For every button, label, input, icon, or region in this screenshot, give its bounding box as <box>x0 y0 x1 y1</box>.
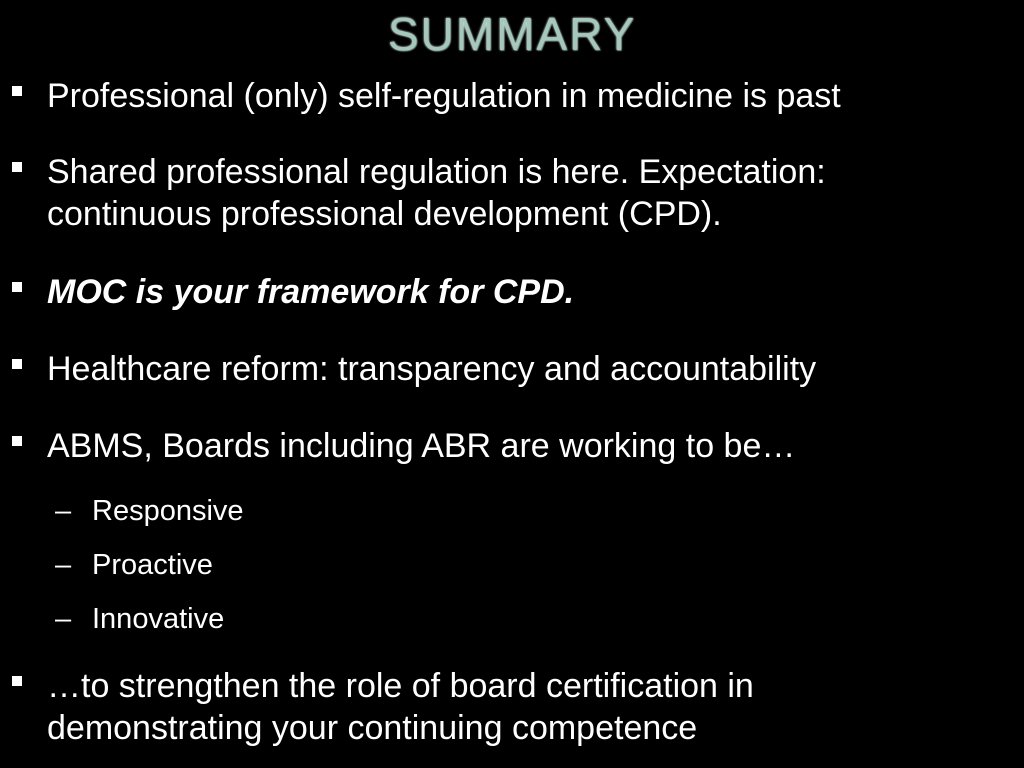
bullet-item <box>0 151 1024 235</box>
bullet-item <box>0 665 1024 749</box>
bullet-item <box>0 271 1024 313</box>
sub-bullet-text: Proactive <box>92 549 213 581</box>
square-bullet-icon <box>12 162 22 172</box>
bullet-item <box>0 75 1024 117</box>
sub-bullet-item <box>0 494 600 528</box>
bullet-text-line-2: continuous professional development (CPD). <box>47 195 722 233</box>
sub-bullet-item <box>0 602 600 636</box>
bullet-text: ABMS, Boards including ABR are working to be… <box>47 427 796 465</box>
sub-bullet-text: Innovative <box>92 603 225 635</box>
bullet-item <box>0 425 1024 467</box>
sub-bullet-item <box>0 548 600 582</box>
bullet-text: Healthcare reform: transparency and accountability <box>47 350 817 388</box>
sub-bullet-text: Responsive <box>92 495 244 527</box>
bullet-item <box>0 348 1024 390</box>
bullet-text-line-1: …to strengthen the role of board certification in <box>47 667 754 705</box>
bullet-text: Professional (only) self-regulation in medicine is past <box>47 77 841 115</box>
square-bullet-icon <box>12 676 22 686</box>
bullet-text-line-2: demonstrating your continuing competence <box>47 709 698 747</box>
bullet-text-line-1: Shared professional regulation is here. Expectation: <box>47 153 826 191</box>
dash-marker: – <box>55 549 72 581</box>
square-bullet-icon <box>12 282 22 292</box>
square-bullet-icon <box>12 359 22 369</box>
dash-marker: – <box>55 495 72 527</box>
square-bullet-icon <box>12 436 22 446</box>
bullet-text-emphasis: MOC is your framework for CPD. <box>47 273 575 311</box>
square-bullet-icon <box>12 86 22 96</box>
slide-title: SUMMARY <box>387 8 637 60</box>
dash-marker: – <box>55 603 72 635</box>
